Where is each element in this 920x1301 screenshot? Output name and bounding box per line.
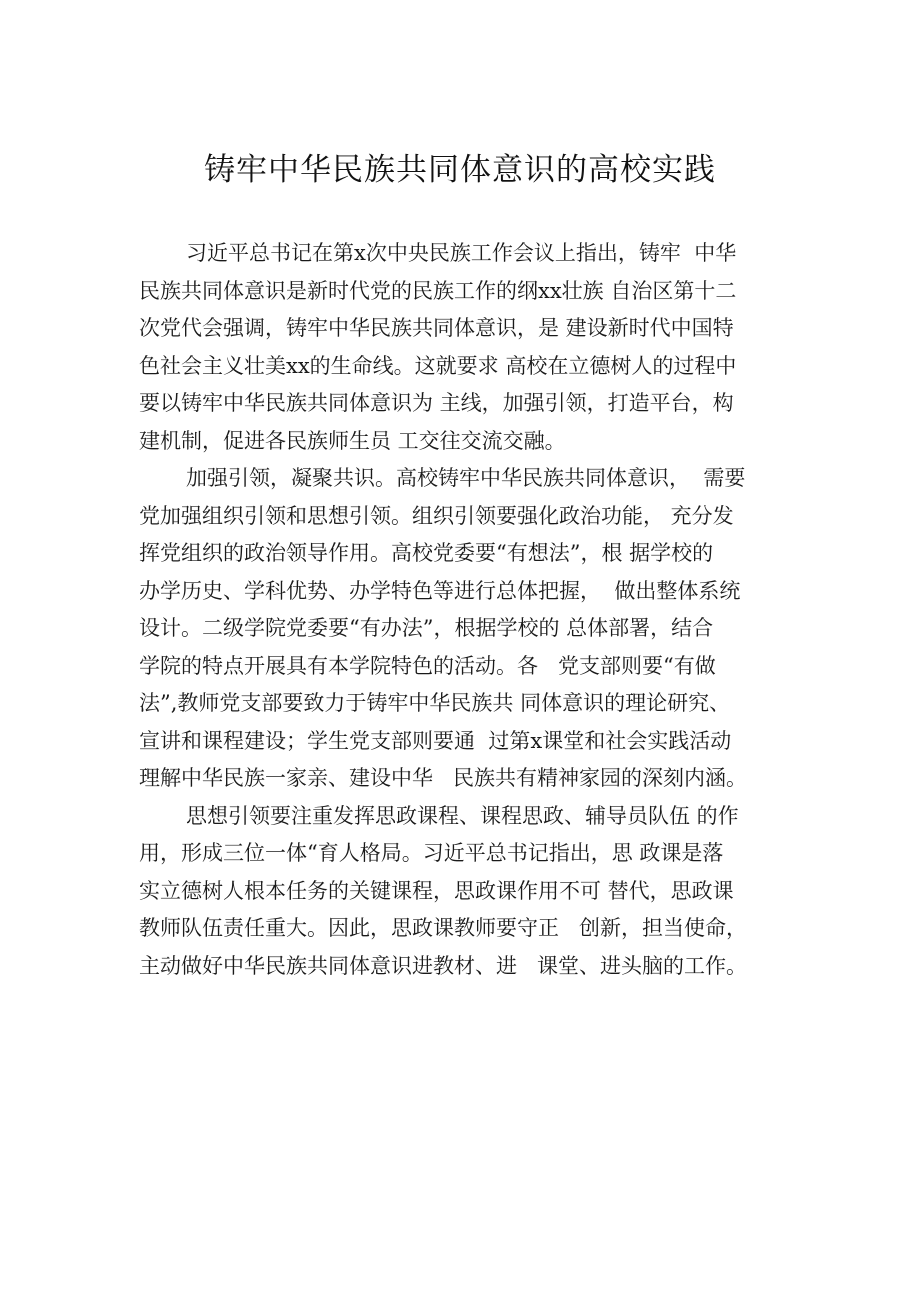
paragraph-line: 习近平总书记在第x次中央民族工作会议上指出，铸牢 中华 bbox=[186, 241, 737, 265]
document-title: 铸牢中华民族共同体意识的高校实践 bbox=[204, 152, 716, 188]
paragraph-line: 挥党组织的政治领导作用。高校党委要“有想法”，根 据学校的 bbox=[139, 541, 714, 565]
paragraph-line: 法”,教师党支部要致力于铸牢中华民族共 同体意识的理论研究、 bbox=[139, 691, 731, 715]
paragraph-line: 理解中华民族一家亲、建设中华 民族共有精神家园的深刻内涵。 bbox=[139, 766, 748, 790]
paragraph-1 bbox=[139, 235, 799, 460]
paragraph-line: 建机制，促进各民族师生员 工交往交流交融。 bbox=[139, 428, 566, 453]
paragraph-line: 教师队伍责任重大。因此，思政课教师要守正 创新，担当使命， bbox=[139, 916, 748, 940]
paragraph-line: 学院的特点开展具有本学院特色的活动。各 党支部则要“有做 bbox=[139, 653, 716, 678]
paragraph-line: 用，形成三位一体“育人格局。习近平总书记指出，思 政课是落 bbox=[139, 841, 724, 865]
paragraph-line: 主动做好中华民族共同体意识进教材、进 课堂、进头脑的工作。 bbox=[139, 953, 748, 978]
paragraph-line: 实立德树人根本任务的关键课程，思政课作用不可 替代，思政课 bbox=[139, 878, 734, 903]
paragraph-line: 党加强组织引领和思想引领。组织引领要强化政治功能， 充分发 bbox=[139, 503, 734, 528]
paragraph-line: 宣讲和课程建设；学生党支部则要通 过第x课堂和社会实践活动 bbox=[139, 728, 732, 753]
paragraph-3 bbox=[139, 798, 799, 986]
paragraph-line: 民族共同体意识是新时代党的民族工作的纲xx壮族 自治区第十二 bbox=[139, 278, 737, 303]
paragraph-line: 设计。二级学院党委要“有办法”，根据学校的 总体部署，结合 bbox=[139, 616, 714, 640]
paragraph-line: 办学历史、学科优势、办学特色等进行总体把握， 做出整体系统 bbox=[139, 578, 741, 603]
paragraph-line: 思想引领要注重发挥思政课程、课程思政、辅导员队伍 的作 bbox=[186, 803, 739, 828]
document-body bbox=[139, 235, 799, 985]
paragraph-line: 色社会主义壮美xx的生命线。这就要求 高校在立德树人的过程中 bbox=[139, 353, 737, 378]
paragraph-line: 加强引领，凝聚共识。高校铸牢中华民族共同体意识， 需要 bbox=[186, 466, 746, 490]
paragraph-2 bbox=[139, 460, 799, 798]
paragraph-line: 要以铸牢中华民族共同体意识为 主线，加强引领，打造平台，构 bbox=[139, 391, 734, 415]
paragraph-line: 次党代会强调，铸牢中华民族共同体意识，是 建设新时代中国特 bbox=[139, 316, 734, 340]
